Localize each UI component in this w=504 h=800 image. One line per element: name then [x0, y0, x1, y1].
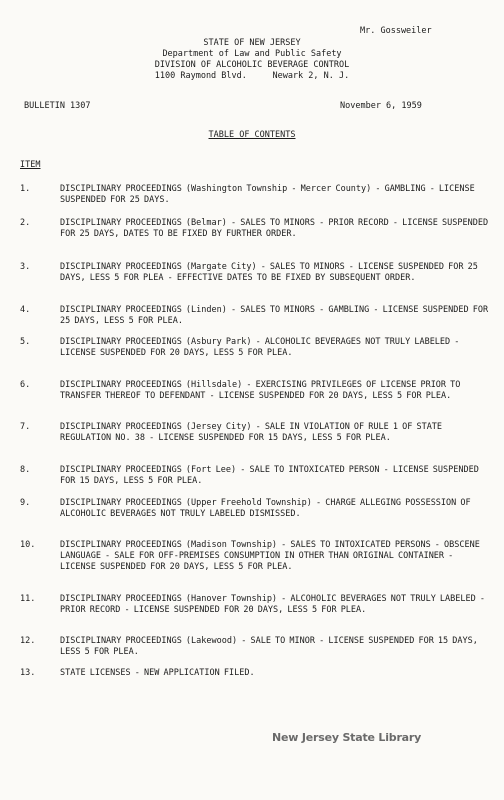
toc-title: TABLE OF CONTENTS [208, 130, 296, 140]
item-number: 8. [20, 465, 31, 475]
item-number: 6. [20, 380, 31, 390]
item-number: 2. [20, 218, 31, 228]
item-number: 11. [20, 594, 36, 604]
item-number: 13. [20, 668, 36, 678]
library-stamp: New Jersey State Library [272, 731, 422, 744]
item-number: 10. [20, 540, 36, 550]
item-number: 1. [20, 184, 31, 194]
item-text: DISCIPLINARY PROCEEDINGS (Fort Lee) - SALE TO INTOXICATED PERSON - LICENSE SUSPENDED FOR 15 DAYS, LESS 5 FOR PLEA. [60, 465, 479, 486]
bulletin-number: BULLETIN 1307 [24, 101, 91, 111]
bulletin-date: November 6, 1959 [340, 101, 422, 111]
item-text: DISCIPLINARY PROCEEDINGS (Lakewood) - SALE TO MINOR - LICENSE SUSPENDED FOR 15 DAYS, LESS 5 FOR PLEA. [60, 636, 478, 657]
item-text: DISCIPLINARY PROCEEDINGS (Hanover Township) - ALCOHOLIC BEVERAGES NOT TRULY LABELED - PRIOR RECORD - LICENSE SUSPENDED FOR 20 DAYS, LESS 5 FOR PLEA. [60, 594, 485, 615]
item-column-heading: ITEM [20, 160, 41, 170]
item-number: 12. [20, 636, 36, 646]
item-text: DISCIPLINARY PROCEEDINGS (Asbury Park) - ALCOHOLIC BEVERAGES NOT TRULY LABELED - LICENSE SUSPENDED FOR 20 DAYS, LESS 5 FOR PLEA. [60, 337, 460, 358]
item-text: DISCIPLINARY PROCEEDINGS (Madison Township) - SALES TO INTOXICATED PERSONS - OBSCENE LANGUAGE - SALE FOR OFF-PREMISES CONSUMPTION IN OTHER THAN ORIGINAL CONTAINER - LICENSE SUSPENDED FOR 20 DAYS, LESS 5 FOR PLEA. [60, 540, 480, 572]
header-state: STATE OF NEW JERSEY [203, 38, 301, 48]
header-address: 1100 Raymond Blvd. Newark 2, N. J. [154, 71, 350, 81]
item-number: 9. [20, 498, 31, 508]
item-text: DISCIPLINARY PROCEEDINGS (Upper Freehold Township) - CHARGE ALLEGING POSSESSION OF ALCOHOLIC BEVERAGES NOT TRULY LABELED DISMISSED. [60, 498, 471, 519]
item-text: DISCIPLINARY PROCEEDINGS (Hillsdale) - EXERCISING PRIVILEGES OF LICENSE PRIOR TO TRANSFER THEREOF TO DEFENDANT - LICENSE SUSPENDED FOR 20 DAYS, LESS 5 FOR PLEA. [60, 380, 461, 401]
header-division: DIVISION OF ALCOHOLIC BEVERAGE CONTROL [154, 60, 350, 70]
item-text: DISCIPLINARY PROCEEDINGS (Belmar) - SALES TO MINORS - PRIOR RECORD - LICENSE SUSPENDED FOR 25 DAYS, DATES TO BE FIXED BY FURTHER ORDER. [60, 218, 489, 239]
header-department: Department of Law and Public Safety [162, 49, 342, 59]
item-text: DISCIPLINARY PROCEEDINGS (Jersey City) - SALE IN VIOLATION OF RULE 1 OF STATE REGULATION NO. 38 - LICENSE SUSPENDED FOR 15 DAYS, LESS 5 FOR PLEA. [60, 422, 443, 443]
item-number: 7. [20, 422, 31, 432]
item-number: 4. [20, 305, 31, 315]
addressee-name: Mr. Gossweiler [360, 26, 432, 36]
item-number: 5. [20, 337, 31, 347]
item-text: STATE LICENSES - NEW APPLICATION FILED. [60, 668, 255, 678]
item-text: DISCIPLINARY PROCEEDINGS (Margate City) - SALES TO MINORS - LICENSE SUSPENDED FOR 25 DAYS, LESS 5 FOR PLEA - EFFECTIVE DATES TO BE FIXED BY SUBSEQUENT ORDER. [60, 262, 478, 283]
item-text: DISCIPLINARY PROCEEDINGS (Linden) - SALES TO MINORS - GAMBLING - LICENSE SUSPENDED FOR 25 DAYS, LESS 5 FOR PLEA. [60, 305, 489, 326]
item-text: DISCIPLINARY PROCEEDINGS (Washington Township - Mercer County) - GAMBLING - LICENSE SUSPENDED FOR 25 DAYS. [60, 184, 475, 205]
item-number: 3. [20, 262, 31, 272]
